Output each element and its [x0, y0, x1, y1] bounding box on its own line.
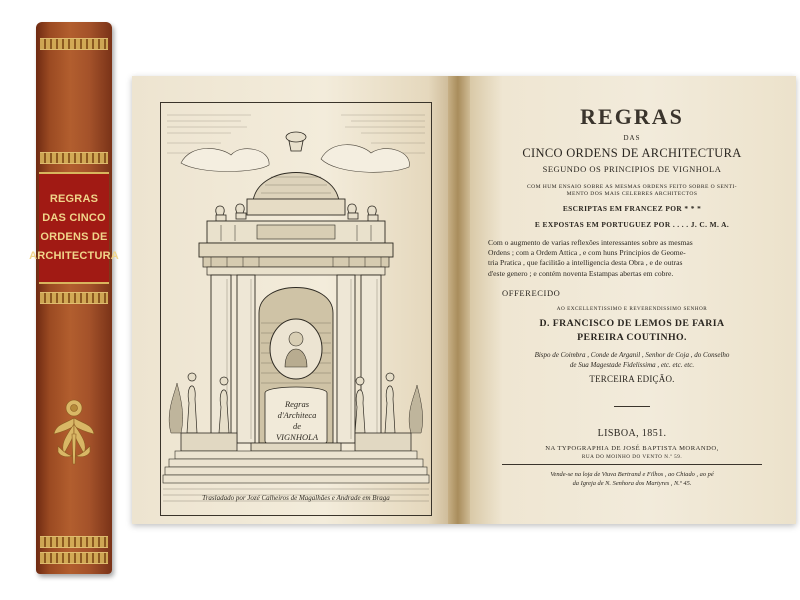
paragraph-line: Ordens ; com a Ordem Attica , e com huns Principios de Geome- [488, 248, 686, 258]
spine-gilt-band-top [40, 38, 108, 50]
title-ensaio-line: COM HUM ENSAIO SOBRE AS MESMAS ORDENS FEITO SOBRE O SENTI- [527, 184, 737, 190]
spine-gilt-band [40, 152, 108, 164]
edition-statement: TERCEIRA EDIÇÃO. [589, 374, 675, 384]
book-gutter [448, 76, 470, 524]
title-escriptas: ESCRIPTAS EM FRANCEZ POR * * * [562, 204, 702, 213]
frontispiece-page [132, 76, 454, 524]
vende-line: da Igreja de N. Senhora dos Martyres , N.º 45. [572, 480, 692, 487]
title-page-text [482, 76, 782, 524]
title-description-paragraph [488, 238, 778, 279]
imprint-street: RUA DO MOINHO DO VENTO N.º 59. [581, 454, 683, 460]
cartouche-line: VIGNHOLA [275, 432, 319, 442]
cartouche-line: Regras [284, 399, 310, 409]
architectural-monument-illustration [161, 103, 431, 515]
title-dedication-intro: AO EXCELLENTISSIMO E REVERENDISSIMO SENHOR [556, 306, 708, 312]
dedicatee-name: D. FRANCISCO DE LEMOS DE FARIA [539, 318, 725, 329]
engraving-cartouche-text [269, 399, 325, 443]
cartouche-line: d'Architeca [277, 410, 317, 420]
paragraph-line: tria Pratica , que facilitão a intelligencia desta Obra , e de outras [488, 258, 683, 268]
title-das: DAS [623, 134, 641, 142]
title-segundo: SEGUNDO OS PRINCIPIOS DE VIGNHOLA [542, 164, 722, 174]
spine-label-line: ARCHITECTURA [29, 250, 119, 262]
title-ensaio-line: MENTO DOS MAIS CELEBRES ARCHITECTOS [566, 191, 698, 197]
divider-rule [502, 464, 762, 465]
spine-label-line: REGRAS [49, 193, 99, 205]
book-spine [29, 22, 119, 574]
spine-label-line: DAS CINCO [42, 212, 106, 224]
paragraph-line: d'este genero ; e contém noventa Estampas abertas em cobre. [488, 268, 674, 278]
open-book-spread [132, 76, 796, 524]
spine-gilt-band [40, 536, 108, 548]
bookseller-note [482, 470, 782, 488]
dedicatee-name: PEREIRA COUTINHO. [577, 332, 687, 343]
title-offerecido: OFFERECIDO [502, 288, 561, 298]
divider-rule [614, 406, 650, 407]
engraving-caption: Trasladado por Jozé Calheiros de Magalhães e Andrade em Braga [202, 494, 390, 502]
book-subtitle: CINCO ORDENS DE ARCHITECTURA [522, 146, 742, 160]
bispo-line: de Sua Magestade Fidelissima , etc. etc. etc. [569, 361, 695, 369]
spine-label-line: ORDENS DE [40, 231, 108, 243]
imprint-city-year: LISBOA, 1851. [597, 428, 667, 439]
imprint-printer: NA TYPOGRAPHIA DE JOSÉ BAPTISTA MORANDO, [545, 445, 719, 452]
book-title: REGRAS [580, 104, 684, 129]
paragraph-line: Com o augmento de varias reflexões interessantes sobre as mesmas [488, 238, 693, 247]
spine-gilt-band [40, 292, 108, 304]
dedicatee-titles [482, 350, 782, 370]
frontispiece-engraving [160, 102, 432, 516]
bispo-line: Bispo de Coimbra , Conde de Arganil , Senhor de Coja , do Conselho [534, 351, 730, 359]
spine-gilt-band-bottom [40, 552, 108, 564]
vende-line: Vende-se na loja de Viuva Bertrand e Filhos , ao Chiado , ao pé [550, 471, 714, 478]
gilt-floral-ornament-icon [50, 394, 98, 466]
cartouche-line: de [292, 421, 302, 431]
title-expostas: E EXPOSTAS EM PORTUGUEZ POR . . . . J. C. M. A. [534, 220, 730, 229]
spine-title-label [29, 172, 119, 284]
